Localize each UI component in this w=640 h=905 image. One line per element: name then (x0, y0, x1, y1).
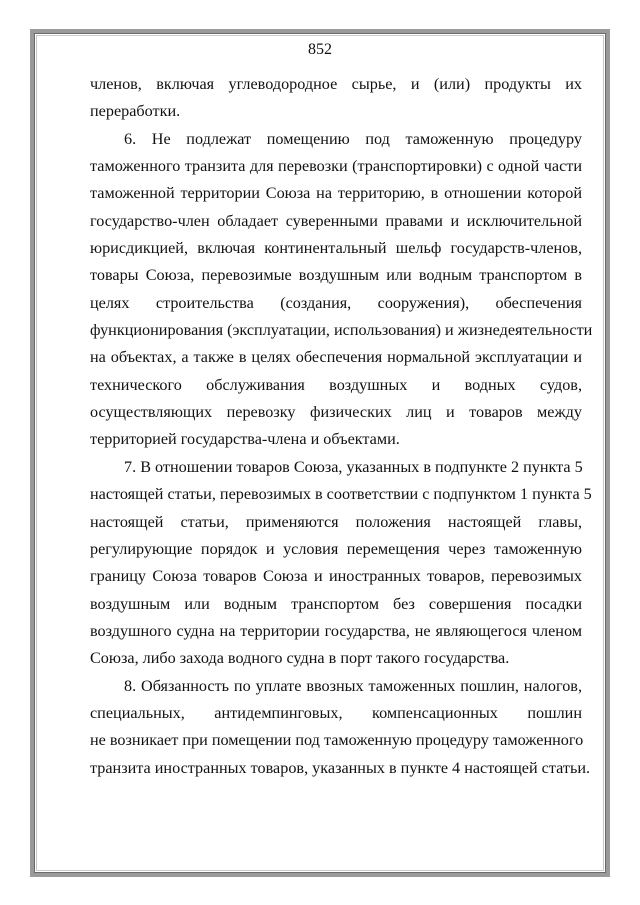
text-line: технического обслуживания воздушных и водных судов, (90, 375, 582, 394)
document-body (90, 71, 593, 782)
text-line: территорией государства-члена и объектами. (90, 430, 400, 449)
page-frame (30, 29, 610, 877)
text-line: воздушного судна на территории государства, не являющегося членом (90, 621, 582, 640)
text-line: осуществляющих перевозку физических лиц и товаров между (90, 403, 582, 422)
text-line: регулирующие порядок и условия перемещения через таможенную (90, 539, 582, 558)
text-line: таможенной территории Союза на территорию, в отношении которой (90, 184, 582, 203)
text-line: государство-член обладает суверенными правами и исключительной (90, 211, 582, 230)
text-line: юрисдикцией, включая континентальный шельф государств-членов, (90, 239, 582, 258)
text-line: на объектах, а также в целях обеспечения нормальной эксплуатации и (90, 348, 582, 367)
text-line: границу Союза товаров Союза и иностранных товаров, перевозимых (90, 567, 582, 586)
text-line: 8. Обязанность по уплате ввозных таможенных пошлин, налогов, (124, 676, 582, 695)
text-line: настоящей статьи, применяются положения настоящей главы, (90, 512, 582, 531)
text-line: 6. Не подлежат помещению под таможенную процедуру (124, 129, 582, 148)
text-line: настоящей статьи, перевозимых в соответствии с подпунктом 1 пункта 5 (90, 485, 592, 504)
text-line: членов, включая углеводородное сырье, и (или) продукты их (90, 75, 582, 93)
text-line: товары Союза, перевозимые воздушным или водным транспортом в (90, 266, 582, 285)
text-line: функционирования (эксплуатации, использования) и жизнедеятельности (90, 321, 593, 340)
text-line: переработки. (90, 102, 181, 121)
text-line: Союза, либо захода водного судна в порт такого государства. (90, 649, 510, 668)
text-line: 7. В отношении товаров Союза, указанных в подпункте 2 пункта 5 (124, 457, 583, 476)
text-line: таможенного транзита для перевозки (транспортировки) с одной части (90, 157, 582, 176)
text-line: воздушным или водным транспортом без совершения посадки (90, 594, 582, 613)
text-line: транзита иностранных товаров, указанных в пункте 4 настоящей статьи. (90, 758, 591, 777)
page-number: 852 (308, 41, 332, 58)
text-line: не возникает при помещении под таможенную процедуру таможенного (90, 731, 584, 750)
text-line: целях строительства (создания, сооружения), обеспечения (90, 293, 582, 312)
text-line: специальных, антидемпинговых, компенсационных пошлин (90, 703, 582, 722)
